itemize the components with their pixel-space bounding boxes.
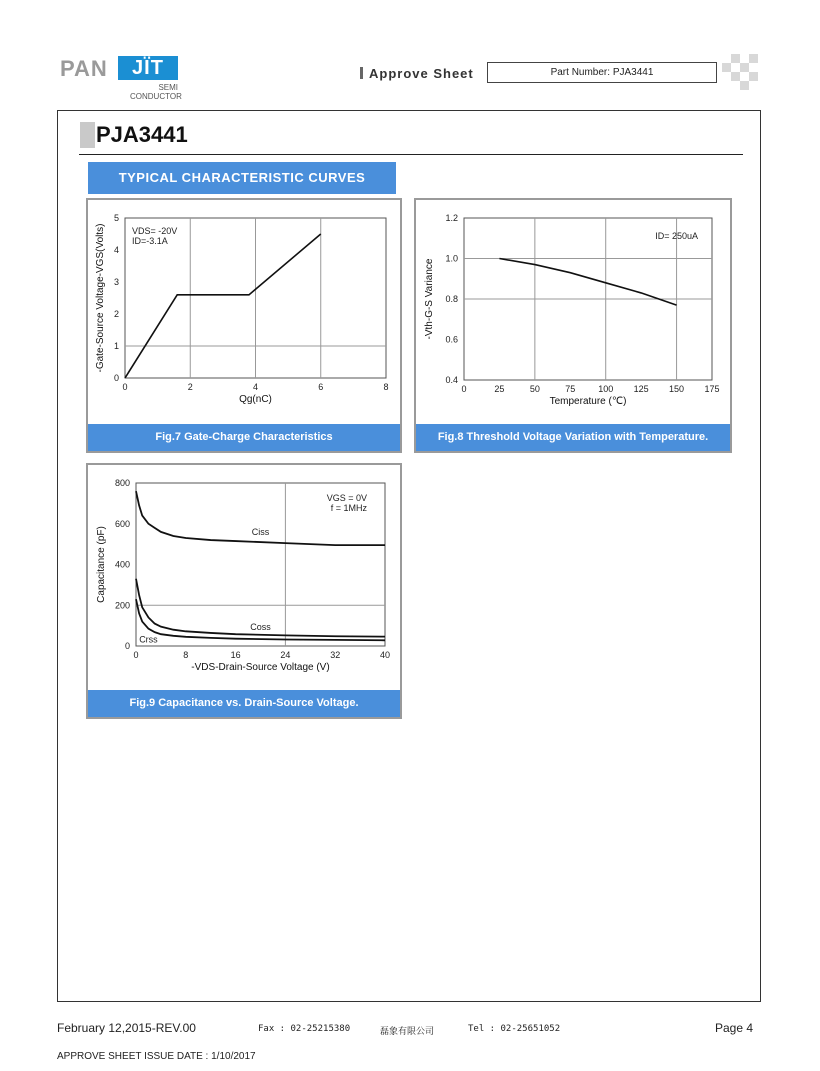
y-tick-label: 0 <box>113 373 119 383</box>
x-tick-label: 24 <box>280 650 291 660</box>
fig7-panel <box>86 198 402 453</box>
y-tick-label: 0.6 <box>445 334 458 345</box>
y-axis-label: -Vth-G-S Variance <box>424 258 435 340</box>
x-tick-label: 175 <box>704 384 720 394</box>
series-line <box>125 234 321 378</box>
footer-company: 磊象有限公司 <box>380 1027 435 1037</box>
x-tick-label: 16 <box>230 650 241 660</box>
footer-page: Page 4 <box>715 1021 754 1035</box>
x-tick-label: 8 <box>183 650 189 660</box>
x-tick-label: 2 <box>187 382 193 392</box>
section-title: TYPICAL CHARACTERISTIC CURVES <box>88 162 396 194</box>
x-tick-label: 8 <box>383 382 389 392</box>
logo-pan-text: PAN <box>60 56 108 81</box>
fig9-caption: Fig.9 Capacitance vs. Drain-Source Voltage. <box>88 690 400 717</box>
page-title-text: PJA3441 <box>96 122 188 147</box>
x-tick-label: 75 <box>565 384 576 394</box>
footer-fax: Fax : 02-25215380 <box>258 1024 351 1034</box>
logo-jit-text: JÏT <box>118 56 178 80</box>
series-label: Ciss <box>251 526 270 537</box>
fig9-panel <box>86 463 402 719</box>
footer-date-rev: February 12,2015-REV.00 <box>57 1021 196 1035</box>
panjit-logo <box>60 56 185 100</box>
y-tick-label: 1 <box>113 341 119 351</box>
logo-semi: SEMI <box>158 83 178 92</box>
logo-semiconductor-text <box>130 83 182 101</box>
y-tick-label: 400 <box>114 559 130 570</box>
chart-annotation: ID= 250uA <box>655 231 698 241</box>
x-tick-label: 25 <box>494 384 505 394</box>
x-tick-label: 0 <box>122 382 128 392</box>
y-tick-label: 1.0 <box>445 253 458 264</box>
x-tick-label: 32 <box>330 650 341 660</box>
chart-annotation: VDS= -20V <box>132 226 178 236</box>
x-axis-label: -VDS-Drain-Source Voltage (V) <box>191 662 330 673</box>
fig9-chart <box>88 465 400 690</box>
approve-sheet-text: Approve Sheet <box>369 66 474 81</box>
x-tick-label: 6 <box>318 382 324 392</box>
page-title <box>80 122 188 148</box>
y-tick-label: 600 <box>114 518 130 529</box>
fig8-chart <box>416 200 730 424</box>
y-tick-label: 2 <box>113 309 119 319</box>
y-tick-label: 800 <box>114 478 130 488</box>
y-tick-label: 3 <box>113 277 119 287</box>
y-tick-label: 0.4 <box>445 375 458 385</box>
y-tick-label: 200 <box>114 600 130 611</box>
fig8-caption: Fig.8 Threshold Voltage Variation with Temperature. <box>416 424 730 451</box>
y-tick-label: 1.2 <box>445 213 458 223</box>
x-axis-label: Temperature (℃) <box>549 396 627 407</box>
footer-tel: Tel : 02-25651052 <box>468 1024 561 1034</box>
x-tick-label: 100 <box>598 384 614 394</box>
chart-annotation: VGS = 0V <box>326 493 367 503</box>
y-axis-label: -Gate-Source Voltage-VGS(Volts) <box>95 223 106 373</box>
y-tick-label: 0.8 <box>445 294 458 304</box>
footer-issue-date: APPROVE SHEET ISSUE DATE : 1/10/2017 <box>57 1051 256 1062</box>
series-label: Crss <box>139 634 158 645</box>
chart-annotation: f = 1MHz <box>330 503 367 513</box>
x-tick-label: 150 <box>669 384 685 394</box>
x-tick-label: 125 <box>633 384 649 394</box>
series-label: Coss <box>250 622 271 633</box>
x-tick-label: 0 <box>133 650 139 660</box>
x-tick-label: 4 <box>252 382 259 392</box>
checker-pattern-icon <box>722 54 758 90</box>
y-axis-label: Capacitance (pF) <box>96 526 107 603</box>
part-number-box: Part Number: PJA3441 <box>487 62 717 83</box>
y-tick-label: 5 <box>113 213 119 223</box>
logo-conductor: CONDUCTOR <box>130 92 182 101</box>
fig7-caption: Fig.7 Gate-Charge Characteristics <box>88 424 400 451</box>
series-line <box>499 259 676 306</box>
x-tick-label: 50 <box>529 384 540 394</box>
y-tick-label: 0 <box>124 641 130 651</box>
approve-bar-icon <box>360 67 363 79</box>
y-tick-label: 4 <box>113 245 119 255</box>
x-tick-label: 40 <box>379 650 391 660</box>
x-tick-label: 0 <box>461 384 467 394</box>
x-axis-label: Qg(nC) <box>239 394 272 405</box>
fig8-panel <box>414 198 732 453</box>
chart-annotation: ID=-3.1A <box>132 236 168 246</box>
approve-sheet-label <box>360 66 474 81</box>
fig7-chart <box>88 200 400 424</box>
title-underline <box>79 154 743 155</box>
